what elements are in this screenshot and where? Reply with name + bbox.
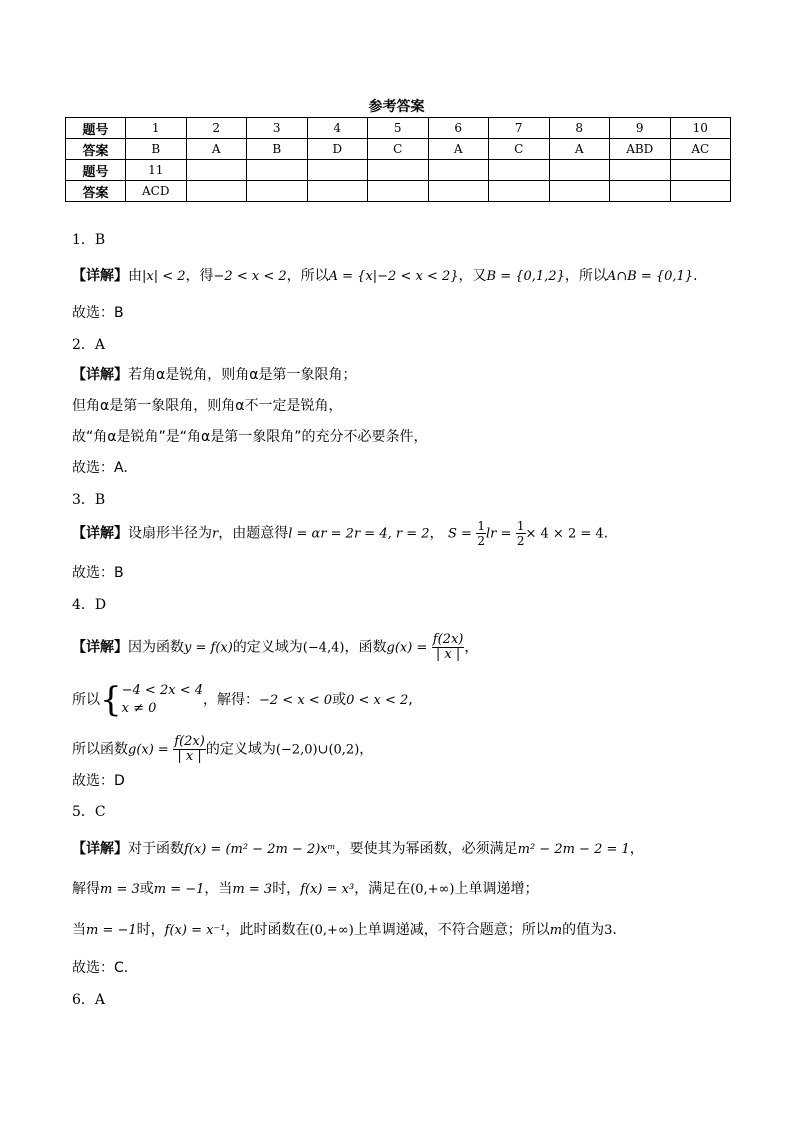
q4-fraction (432, 633, 465, 662)
fraction-numerator: f(2x) (174, 734, 205, 749)
detail-tag: 【详解】 (72, 525, 128, 542)
q3-math: S = (447, 526, 472, 542)
q4-detail-line1 (72, 633, 478, 662)
q3-math: lr = (486, 526, 512, 542)
table-cell: 5 (368, 118, 429, 139)
q1-heading: 1．B (72, 232, 106, 248)
table-cell: AC (670, 139, 731, 160)
q5-math: m = −1 (153, 882, 205, 897)
table-cell (428, 181, 489, 202)
q1-math: B = {0,1,2} (486, 269, 565, 284)
q4-choice: 故选：D (72, 773, 125, 789)
q5-heading: 5．C (72, 804, 106, 820)
table-cell: ABD (610, 139, 671, 160)
table-row-header: 答案 (66, 139, 126, 160)
system-row: x ≠ 0 (121, 701, 157, 716)
table-cell (670, 160, 731, 181)
q4-math: y = f(x) (184, 640, 233, 656)
q1-detail (72, 267, 698, 286)
table-cell (307, 181, 368, 202)
fraction-denominator: 2 (516, 534, 525, 548)
q3-detail (72, 519, 608, 548)
table-cell (307, 160, 368, 181)
table-cell (670, 181, 731, 202)
q4-math: g(x) = (128, 742, 169, 758)
q1-math: A = {x|−2 < x < 2} (328, 269, 459, 284)
q5-detail-line2 (72, 880, 538, 899)
q5-text: ，此时函数在 (225, 922, 310, 938)
q5-choice: 故选：C. (72, 960, 129, 976)
table-cell: 2 (186, 118, 247, 139)
q5-text: 上单调递减，不符合题意；所以 (353, 922, 550, 938)
q4-text: ， (464, 639, 479, 656)
q3-text: ， (429, 525, 444, 542)
table-row-header: 答案 (66, 181, 126, 202)
q4-inequality-system (122, 682, 203, 718)
left-brace-icon: { (100, 680, 122, 720)
q1-text: ，又 (458, 268, 487, 284)
table-row (66, 118, 731, 139)
table-cell (368, 181, 429, 202)
q4-detail-line3 (72, 735, 373, 764)
table-row (66, 139, 731, 160)
q5-text: 当 (72, 922, 86, 938)
fraction-numerator: 1 (477, 519, 485, 533)
table-cell (186, 160, 247, 181)
table-cell (549, 160, 610, 181)
table-cell: 4 (307, 118, 368, 139)
q4-math: (−2,0)∪(0,2) (275, 742, 360, 758)
q5-detail-line1 (72, 840, 644, 859)
q4-text: 所以函数 (72, 741, 128, 758)
q2-detail-line2: 但角α是第一象限角，则角α不一定是锐角， (72, 398, 343, 414)
table-row (66, 181, 731, 202)
q2-text: 若角α是锐角，则角α是第一象限角； (128, 367, 357, 383)
fraction-denominator: | x | (177, 749, 202, 764)
table-cell: 9 (610, 118, 671, 139)
q5-math: (0,+∞) (309, 923, 354, 938)
q5-text: 的值为 (562, 922, 605, 938)
table-cell (489, 181, 550, 202)
q5-detail-line3 (72, 921, 617, 940)
table-cell (186, 181, 247, 202)
fraction-numerator: 1 (516, 519, 525, 533)
q5-math: f(x) = x⁻¹ (164, 923, 226, 938)
system-row: −4 < 2x < 4 (121, 683, 203, 698)
table-cell: 7 (489, 118, 550, 139)
q3-choice: 故选：B (72, 565, 124, 581)
q2-heading: 2．A (72, 337, 106, 353)
table-cell: B (126, 139, 187, 160)
table-cell (610, 181, 671, 202)
table-cell: 3 (247, 118, 308, 139)
table-cell (368, 160, 429, 181)
table-cell (610, 160, 671, 181)
answer-table (65, 117, 731, 202)
table-cell (489, 160, 550, 181)
q5-math: f(x) = x³ (300, 882, 355, 897)
q3-fraction (476, 519, 486, 548)
q5-math: m = 3 (100, 882, 140, 897)
q4-text: ，函数 (344, 639, 387, 656)
q4-text: 或 (332, 692, 347, 708)
q6-heading: 6．A (72, 992, 106, 1008)
q1-math: A∩B = {0,1} (606, 269, 694, 284)
q5-text: . (612, 922, 617, 938)
fraction-denominator: 2 (477, 534, 485, 548)
q2-choice: 故选：A. (72, 460, 128, 476)
table-cell: 11 (126, 160, 187, 181)
page-title: 参考答案 (368, 99, 425, 115)
q5-text: ，满足在 (354, 881, 411, 897)
q5-math: m (549, 923, 563, 938)
q3-text: ，由题意得 (218, 525, 289, 542)
q4-text: ，解得： (203, 692, 259, 708)
table-cell: B (247, 139, 308, 160)
detail-tag: 【详解】 (72, 268, 128, 284)
q5-text: 上单调递增； (454, 881, 539, 897)
q4-math: 0 < x < 2 (346, 693, 409, 708)
q4-math: −2 < x < 0 (259, 693, 333, 708)
q1-text: ，所以 (564, 268, 607, 284)
q1-math: |x| < 2 (142, 269, 186, 284)
q5-math: (0,+∞) (410, 882, 455, 897)
table-cell: 6 (428, 118, 489, 139)
table-cell (428, 160, 489, 181)
q4-text: 的定义域为 (205, 741, 276, 758)
q4-text: 所以 (72, 692, 100, 708)
fraction-numerator: f(2x) (432, 632, 464, 647)
table-cell: A (549, 139, 610, 160)
table-cell: ACD (126, 181, 187, 202)
q1-text: 由 (128, 268, 142, 284)
q5-math: m = 3 (232, 882, 273, 897)
table-cell: D (307, 139, 368, 160)
table-cell: 1 (126, 118, 187, 139)
q1-text: . (693, 268, 698, 284)
detail-tag: 【详解】 (72, 841, 128, 857)
q3-math: r (212, 526, 219, 542)
q4-fraction (173, 735, 206, 764)
q5-math: m² − 2m − 2 = 1 (517, 842, 630, 857)
q2-detail-line3: 故“角α是锐角”是“角α是第一象限角”的充分不必要条件， (72, 429, 428, 445)
q4-text: 因为函数 (128, 639, 184, 656)
q4-text: 的定义域为 (232, 639, 303, 656)
fraction-denominator: | x | (435, 647, 461, 662)
q5-text: 对于函数 (128, 841, 184, 857)
table-cell: A (428, 139, 489, 160)
q5-text: 时， (136, 922, 165, 938)
table-cell: C (489, 139, 550, 160)
q5-text: ，当 (204, 881, 233, 897)
table-row-header: 题号 (66, 160, 126, 181)
q3-text: . (603, 525, 609, 542)
q3-math: × 4 × 2 = 4 (525, 526, 604, 542)
q4-heading: 4．D (72, 597, 107, 613)
table-cell (247, 160, 308, 181)
q1-text: ，得 (185, 268, 214, 284)
q4-math: (−4,4) (302, 640, 345, 656)
q3-heading: 3．B (72, 492, 106, 508)
table-cell: 8 (549, 118, 610, 139)
q5-text: 或 (139, 881, 154, 897)
q2-detail-line1 (72, 366, 356, 384)
detail-tag: 【详解】 (72, 639, 128, 656)
q5-text: 时， (272, 881, 301, 897)
q5-math: 3 (604, 923, 613, 938)
q4-detail-line2 (72, 682, 413, 718)
q5-text: ， (629, 841, 644, 857)
q5-math: m = −1 (86, 923, 137, 938)
q1-text: ，所以 (286, 268, 329, 284)
q5-text: 解得 (72, 881, 100, 897)
table-cell: 10 (670, 118, 731, 139)
q1-math: −2 < x < 2 (213, 269, 287, 284)
table-cell: C (368, 139, 429, 160)
q5-text: ，要使其为幂函数，必须满足 (335, 841, 518, 857)
q3-math: l = αr = 2r = 4, r = 2 (288, 526, 430, 542)
q5-math: f(x) = (m² − 2m − 2)xᵐ (184, 842, 336, 857)
table-cell (247, 181, 308, 202)
q3-text: 设扇形半径为 (128, 525, 212, 542)
q3-fraction (516, 519, 526, 548)
q4-math: g(x) = (386, 640, 428, 656)
q1-choice: 故选：B (72, 305, 124, 321)
q4-text: ， (359, 741, 374, 758)
table-row (66, 160, 731, 181)
detail-tag: 【详解】 (72, 367, 128, 383)
table-cell (549, 181, 610, 202)
table-row-header: 题号 (66, 118, 126, 139)
table-cell: A (186, 139, 247, 160)
q4-text: , (408, 692, 413, 708)
